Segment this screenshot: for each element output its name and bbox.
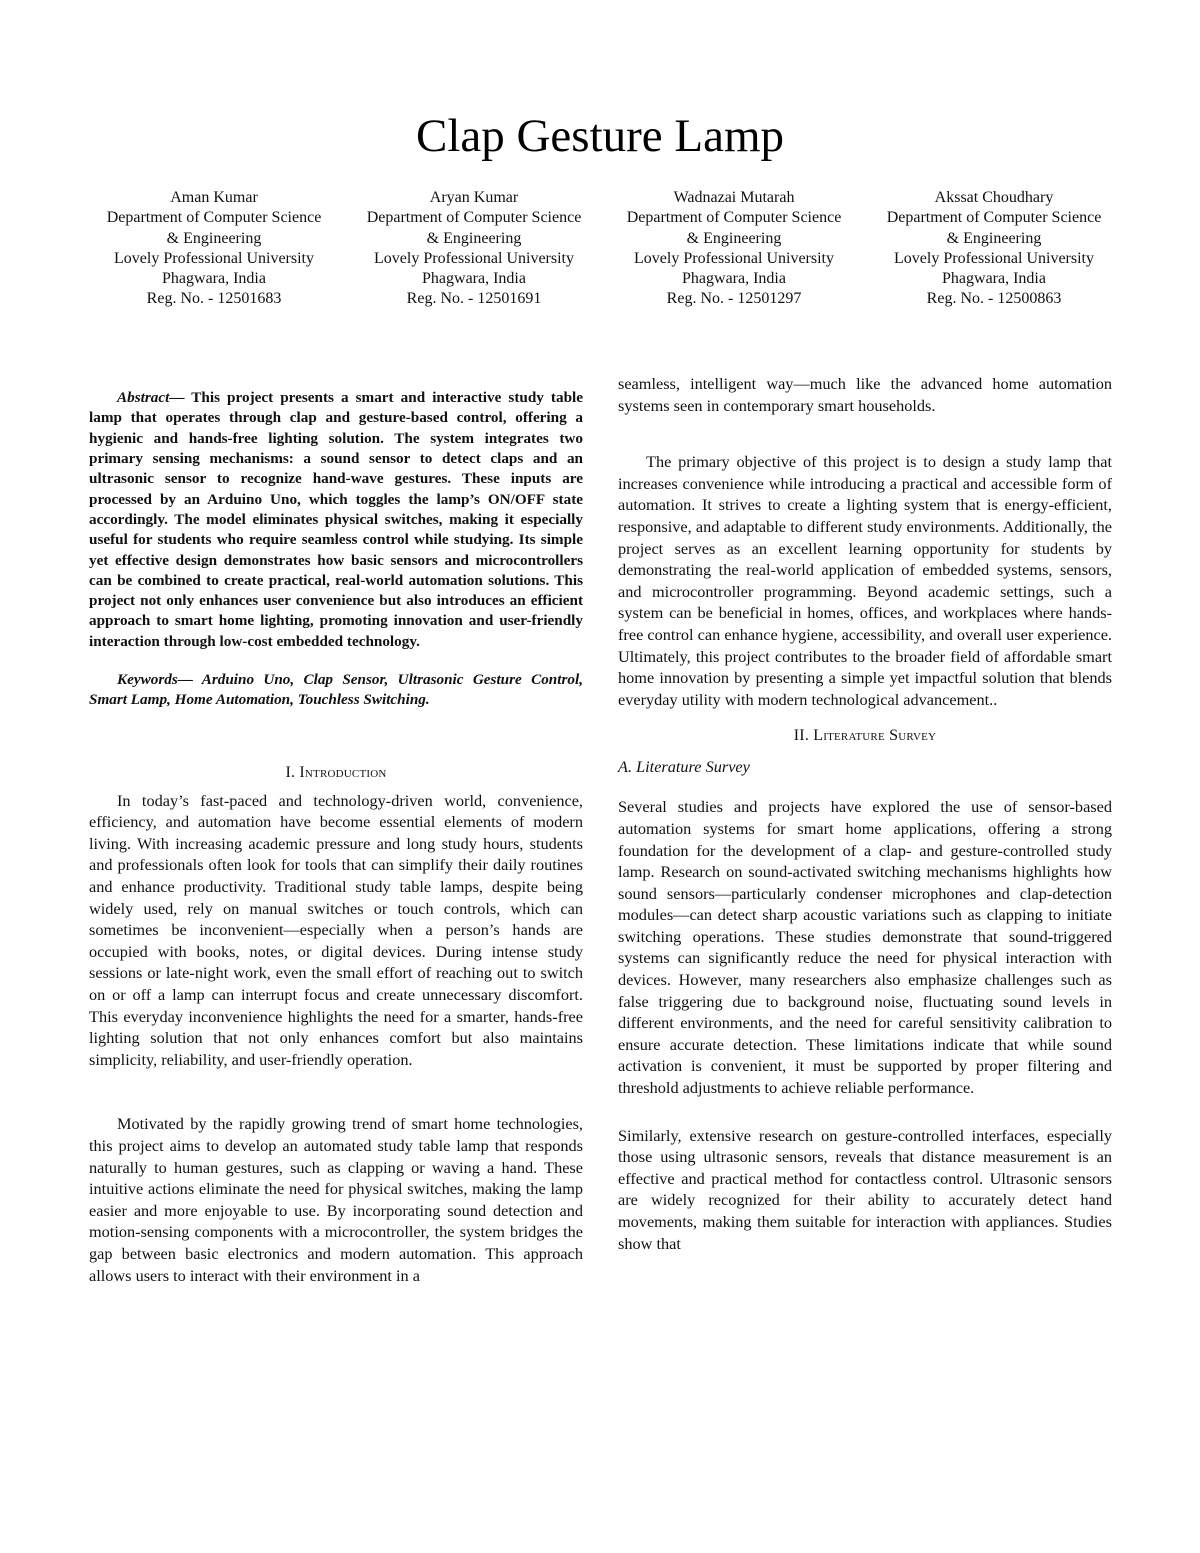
keywords-text: Arduino Uno, Clap Sensor, Ultrasonic Gesture Control, Smart Lamp, Home Automation, Touchless Switching. bbox=[89, 671, 583, 709]
literature-paragraph-2: Similarly, extensive research on gesture-controlled interfaces, especially those using ultrasonic sensors, reveals that distance measurement is an effective and practical method for contactless control. Ultrasonic sensors are widely recognized for their ability to accurately detect hand movements, making them suitable for interaction with appliances. Studies show that bbox=[618, 1125, 1112, 1253]
author-reg-no: Reg. No. - 12500863 bbox=[926, 290, 1062, 308]
author-location: Phagwara, India bbox=[942, 270, 1046, 288]
subsection-heading: A. Literature Survey bbox=[618, 757, 750, 777]
author-department-cont: & Engineering bbox=[686, 229, 782, 247]
author-1 bbox=[84, 188, 344, 310]
keywords bbox=[89, 670, 583, 711]
author-location: Phagwara, India bbox=[682, 270, 786, 288]
keywords-label: Keywords— bbox=[117, 671, 193, 689]
author-university: Lovely Professional University bbox=[894, 249, 1094, 267]
left-column bbox=[89, 373, 583, 1286]
author-2 bbox=[344, 188, 604, 310]
abstract-label: Abstract— bbox=[117, 389, 185, 407]
author-name: Wadnazai Mutarah bbox=[673, 189, 795, 206]
intro-paragraph-1: In today’s fast-paced and technology-driven world, convenience, efficiency, and automation have become essential elements of modern living. With increasing academic pressure and long study hours, students and professionals often look for tools that can simplify their daily routines and enhance productivity. Traditional study table lamps, despite being widely used, rely on manual switches or touch controls, which can sometimes be inconvenient—especially when a person’s hands are occupied with books, notes, or digital devices. During intense study sessions or late-night work, even the small effort of reaching out to switch on or off a lamp can interrupt focus and create unnecessary discomfort. This everyday inconvenience highlights the need for a smarter, hands-free lighting solution that not only enhances comfort but also maintains simplicity, reliability, and user-friendly operation. bbox=[89, 790, 583, 1069]
author-department: Department of Computer Science bbox=[886, 209, 1102, 227]
author-department: Department of Computer Science bbox=[366, 209, 582, 227]
author-university: Lovely Professional University bbox=[114, 249, 314, 267]
section-heading-introduction: I. Introduction bbox=[285, 763, 387, 781]
author-reg-no: Reg. No. - 12501683 bbox=[146, 290, 282, 308]
intro-paragraph-2: Motivated by the rapidly growing trend of smart home technologies, this project aims to develop an automated study table lamp that responds naturally to human gestures, such as clapping or waving a hand. These intuitive actions eliminate the need for physical switches, making the lamp easier and more enjoyable to use. By incorporating sound detection and motion-sensing components with a microcontroller, the system bridges the gap between basic electronics and modern automation. This approach allows users to interact with their environment in a bbox=[89, 1114, 583, 1285]
abstract-text: This project presents a smart and interactive study table lamp that operates through clap and gesture-based control, offering a hygienic and hands-free lighting solution. The system integrates two primary sensing mechanisms: a sound sensor to detect claps and an ultrasonic sensor to recognize hand-wave gestures. These inputs are processed by an Arduino Uno, which toggles the lamp’s ON/OFF state accordingly. The model eliminates physical switches, making it especially useful for students who require seamless control while studying. Its simple yet effective design demonstrates how basic sensors and microcontrollers can be combined to create practical, real-world automation solutions. This project not only enhances user convenience but also introduces an efficient approach to smart home lighting, promoting innovation and user-friendly interaction through low-cost embedded technology. bbox=[89, 389, 583, 650]
author-3 bbox=[604, 188, 864, 310]
author-department-cont: & Engineering bbox=[426, 229, 522, 247]
author-department-cont: & Engineering bbox=[946, 229, 1042, 247]
intro-paragraph-2-continued: seamless, intelligent way—much like the advanced home automation systems seen in contemporary smart households. bbox=[618, 374, 1112, 415]
author-name: Akssat Choudhary bbox=[934, 189, 1054, 206]
author-name: Aman Kumar bbox=[170, 189, 258, 206]
author-reg-no: Reg. No. - 12501691 bbox=[406, 290, 542, 308]
section-heading-literature-survey: II. Literature Survey bbox=[793, 727, 937, 745]
intro-paragraph-3: The primary objective of this project is to design a study lamp that increases convenience while introducing a practical and accessible form of automation. It strives to create a lighting system that is energy-efficient, responsive, and adaptable to different study environments. Additionally, the project serves as an excellent learning opportunity for students by demonstrating the real-world application of embedded systems, sensors, and microcontroller programming. Beyond academic settings, such a system can be beneficial in homes, offices, and workplaces where hands-free control can enhance hygiene, accessibility, and overall user experience. Ultimately, this project contributes to the broader field of affordable smart home innovation by presenting a simple yet impactful solution that blends everyday utility with modern technological advancement.. bbox=[618, 452, 1112, 709]
author-university: Lovely Professional University bbox=[634, 249, 834, 267]
author-location: Phagwara, India bbox=[422, 270, 526, 288]
author-block bbox=[84, 188, 1124, 310]
author-4 bbox=[864, 188, 1124, 310]
author-department: Department of Computer Science bbox=[626, 209, 842, 227]
literature-paragraph-1: Several studies and projects have explored the use of sensor-based automation systems for smart home applications, offering a strong foundation for the development of a clap- and gesture-controlled study lamp. Research on sound-activated switching mechanisms highlights how sound sensors—particularly condenser microphones and clap-detection modules—can detect sharp acoustic variations such as clapping to initiate switching operations. These studies demonstrate that sound-triggered systems can significantly reduce the need for physical interaction with devices. However, many researchers also emphasize challenges such as false triggering due to background noise, fluctuating sound levels in different environments, and the need for careful sensitivity calibration to ensure accurate detection. These limitations indicate that while sound activation is convenient, it must be supported by proper filtering and threshold adjustments to achieve reliable performance. bbox=[618, 797, 1112, 1098]
author-department-cont: & Engineering bbox=[166, 229, 262, 247]
author-name: Aryan Kumar bbox=[429, 189, 519, 206]
author-location: Phagwara, India bbox=[162, 270, 266, 288]
right-column bbox=[618, 373, 1112, 1254]
paper-title: Clap Gesture Lamp bbox=[415, 110, 785, 162]
abstract bbox=[89, 388, 583, 652]
author-department: Department of Computer Science bbox=[106, 209, 322, 227]
author-university: Lovely Professional University bbox=[374, 249, 574, 267]
author-reg-no: Reg. No. - 12501297 bbox=[666, 290, 802, 308]
